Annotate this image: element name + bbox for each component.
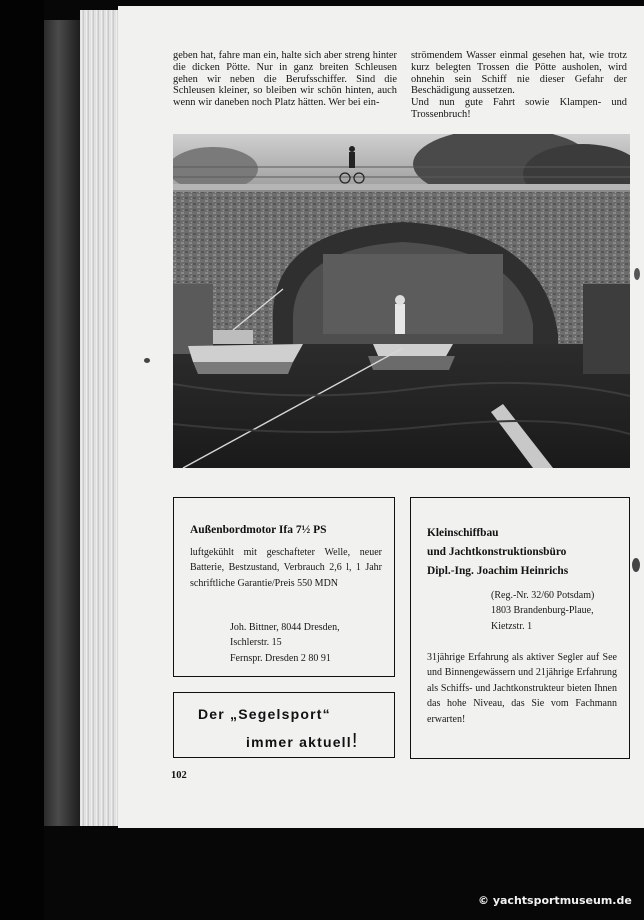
contact-line: Ischlerstr. 15 [230, 637, 282, 649]
ad-segelsport [173, 692, 395, 758]
segelsport-slogan: immer aktuell [246, 734, 352, 750]
print-speck [144, 358, 150, 363]
scan-background [0, 0, 44, 920]
article-paragraph: geben hat, fahre man ein, halte sich aber streng hinter die dicken Pötte. Nur in ganz breiten Schleusen gehen wir neben die Berufsschiffer. Sind die Schleusen kleiner, so bleiben wir schön hinten, auch wenn wir daneben noch Platz hätten. Wer bei ein- [173, 50, 397, 109]
address-line: 1803 Brandenburg-Plaue, [491, 605, 594, 617]
heading-line: Kleinschiffbau [427, 527, 499, 539]
ad-title: Außenbordmotor Ifa 7½ PS [190, 524, 327, 536]
segelsport-line1: Der „Segelsport“ [198, 706, 331, 722]
ad-heinrichs [410, 497, 630, 759]
heading-line: Dipl.-Ing. Joachim Heinrichs [427, 565, 569, 577]
book-page [118, 6, 644, 828]
ad-contact [230, 620, 390, 666]
article-paragraph: Und nun gute Fahrt sowie Klampen- und Trossenbruch! [411, 97, 627, 120]
ad-address [491, 588, 627, 634]
page-edges [80, 10, 120, 826]
ad-description: luftgekühlt mit geschafteter Welle, neuer Batterie, Bestzustand, Verbrauch 2,6 l, 1 Jahr schriftliche Garantie/Preis 550 MDN [190, 547, 382, 589]
address-line: (Reg.-Nr. 32/60 Potsdam) [491, 590, 595, 601]
page-number: 102 [171, 770, 187, 781]
bridge-photo [173, 134, 630, 468]
address-line: Kietzstr. 1 [491, 620, 533, 632]
article-paragraph: strömendem Wasser einmal gesehen hat, wie trotz kurz belegten Trossen die Pötte ausholen, wird ohnehin sein Schiff nie dieser Gefahr der Beschädigung aussetzen. [411, 50, 627, 97]
article-column-left [173, 50, 397, 109]
article-column-right [411, 50, 627, 121]
segelsport-exclamation: ! [351, 730, 358, 752]
contact-line: Fernspr. Dresden 2 80 91 [230, 652, 331, 664]
ad-outboard-motor [173, 497, 395, 677]
copyright-watermark: © yachtsportmuseum.de [478, 894, 632, 907]
print-speck [632, 558, 640, 572]
ad-description: 31jährige Erfahrung als aktiver Segler auf See und Binnengewässern und 21jährige Erfahrung als Schiffs- und Jachtkonstrukteur bieten Ihnen das hohe Niveau, das Sie vom Fachmann erwarten! [427, 652, 617, 725]
print-speck [634, 268, 640, 280]
contact-line: Joh. Bittner, 8044 Dresden, [230, 622, 340, 633]
heading-line: und Jachtkonstruktionsbüro [427, 546, 567, 558]
segelsport-line2 [246, 730, 357, 753]
book-spine [44, 20, 80, 826]
ad-heading [427, 524, 568, 581]
